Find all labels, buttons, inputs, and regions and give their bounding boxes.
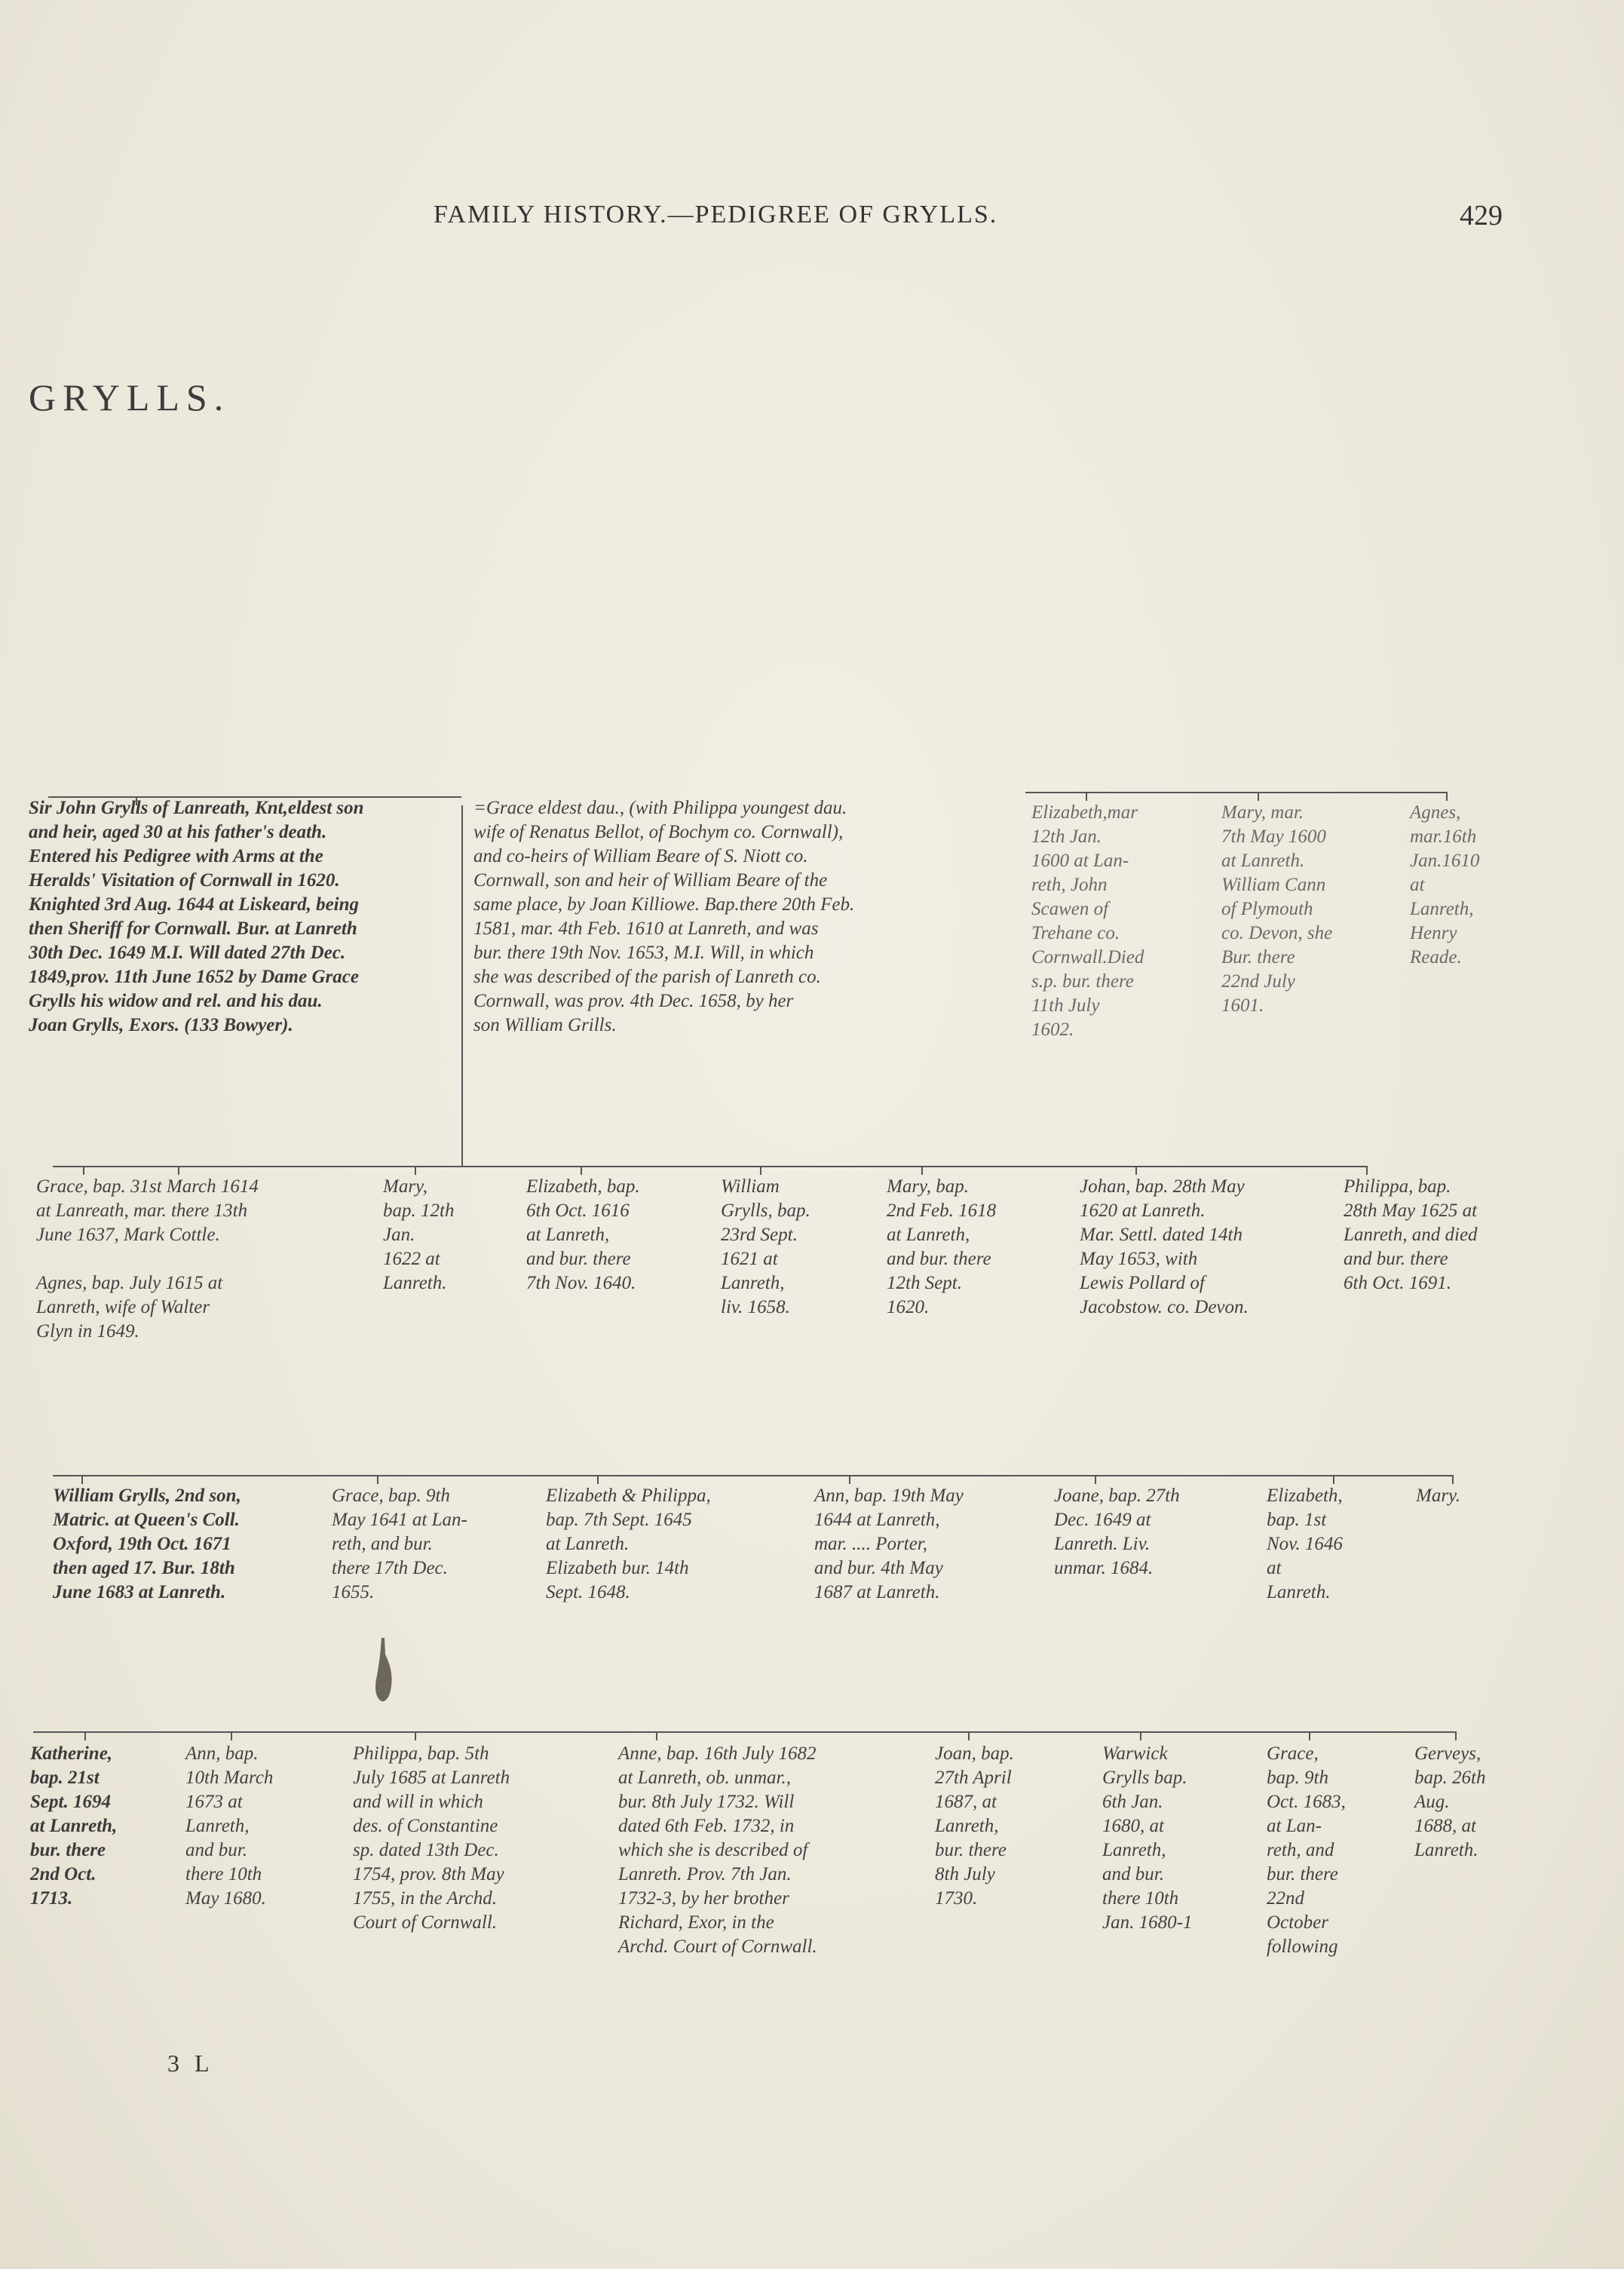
gen4-tick — [1140, 1731, 1141, 1740]
entry-grace-beare: =Grace eldest dau., (with Philippa youngest dau. wife of Renatus Bellot, of Bochym co. Cornwall), and co-heirs of William Beare of S. Niott co. Cornwall, son and heir of William Beare of the same place, by Joan Killiowe. Bap.there 20th Feb. 1581, mar. 4th Feb. 1610 at Lanreth, and was bur. there 19th Nov. 1653, M.I. Will, in which she was described of the parish of Lanreth co. Cornwall, was prov. 4th Dec. 1658, by her son William Grills. — [473, 798, 855, 1035]
gen3-tick — [1095, 1475, 1096, 1484]
gen4-line — [33, 1731, 1457, 1733]
entry-ann-1673: Ann, bap. 10th March 1673 at Lanreth, and bur. there 10th May 1680. — [185, 1743, 274, 1909]
entry-ann-porter: Ann, bap. 19th May 1644 at Lanreth, mar. .... Porter, and bur. 4th May 1687 at Lanreth. — [814, 1486, 964, 1602]
gen2-tick — [83, 1166, 84, 1175]
entry-philippa-1685: Philippa, bap. 5th July 1685 at Lanreth and will in which des. of Constantine sp. dated 13th Dec. 1754, prov. 8th May 1755, in the Archd. Court of Cornwall. — [353, 1743, 510, 1933]
entry-katherine-1694: Katherine, bap. 21st Sept. 1694 at Lanreth, bur. there 2nd Oct. 1713. — [30, 1743, 118, 1909]
gen1-tick — [1258, 792, 1259, 801]
gen2-tick — [1366, 1166, 1368, 1175]
gen2-tick — [178, 1166, 179, 1175]
gen2-tick — [760, 1166, 761, 1175]
gen3-tick — [1333, 1475, 1334, 1484]
gen2-tick — [581, 1166, 582, 1175]
gen3-tick — [1452, 1475, 1454, 1484]
entry-agnes-glyn: Agnes, bap. July 1615 at Lanreth, wife of Walter Glyn in 1649. — [36, 1273, 223, 1341]
gen4-tick — [968, 1731, 970, 1740]
ink-blot — [368, 1638, 398, 1704]
entry-elizabeth-philippa-1645: Elizabeth & Philippa, bap. 7th Sept. 1645 at Lanreth. Elizabeth bur. 14th Sept. 1648. — [546, 1486, 711, 1602]
entry-grace-1641: Grace, bap. 9th May 1641 at Lan- reth, and bur. there 17th Dec. 1655. — [332, 1486, 467, 1602]
gen3-tick — [597, 1475, 599, 1484]
gen4-tick — [415, 1731, 416, 1740]
family-title: GRYLLS. — [29, 376, 231, 419]
gen2-tick — [415, 1166, 416, 1175]
gen1-line-right — [1025, 792, 1448, 793]
gen4-tick — [656, 1731, 657, 1740]
entry-elizabeth-1616: Elizabeth, bap. 6th Oct. 1616 at Lanreth, and bur. there 7th Nov. 1640. — [526, 1176, 640, 1293]
page-number: 429 — [1460, 200, 1503, 231]
entry-anne-1682: Anne, bap. 16th July 1682 at Lanreth, ob. unmar., bur. 8th July 1732. Will dated 6th Feb. 1732, in which she is described of Lanreth. Prov. 7th Jan. 1732-3, by her brother Richard, Exor, in the Archd. Court of Cornwall. — [618, 1743, 817, 1957]
gen3-line — [53, 1475, 1454, 1476]
entry-elizabeth-scawen: Elizabeth,mar 12th Jan. 1600 at Lan- reth, John Scawen of Trehane co. Cornwall.Died s.p. bur. there 11th July 1602. — [1031, 802, 1144, 1040]
gen4-tick — [1455, 1731, 1457, 1740]
gen4-tick — [231, 1731, 232, 1740]
entry-philippa-1625: Philippa, bap. 28th May 1625 at Lanreth, and died and bur. there 6th Oct. 1691. — [1344, 1176, 1478, 1293]
entry-gerveys-1688: Gerveys, bap. 26th Aug. 1688, at Lanreth. — [1414, 1743, 1486, 1860]
entry-joan-1687: Joan, bap. 27th April 1687, at Lanreth, bur. there 8th July 1730. — [935, 1743, 1014, 1909]
descent-line — [461, 805, 463, 1166]
entry-joane-1649: Joane, bap. 27th Dec. 1649 at Lanreth. Liv. unmar. 1684. — [1054, 1486, 1180, 1578]
folio-signature: 3 L — [167, 2050, 214, 2077]
entry-william-grylls-2nd-son: William Grylls, 2nd son, Matric. at Queen's Coll. Oxford, 19th Oct. 1671 then aged 17. Bur. 18th June 1683 at Lanreth. — [53, 1486, 241, 1602]
entry-mary-cann: Mary, mar. 7th May 1600 at Lanreth. William Cann of Plymouth co. Devon, she Bur. there 22nd July 1601. — [1221, 802, 1333, 1016]
entry-mary-gen3: Mary. — [1416, 1486, 1461, 1506]
entry-agnes-reade: Agnes, mar.16th Jan.1610 at Lanreth, Henry Reade. — [1410, 802, 1480, 967]
entry-elizabeth-1646: Elizabeth, bap. 1st Nov. 1646 at Lanreth. — [1267, 1486, 1343, 1602]
gen4-tick — [84, 1731, 86, 1740]
gen1-tick — [1446, 792, 1448, 801]
gen3-tick — [377, 1475, 378, 1484]
entry-mary-1618: Mary, bap. 2nd Feb. 1618 at Lanreth, and bur. there 12th Sept. 1620. — [887, 1176, 997, 1317]
gen2-tick — [1135, 1166, 1137, 1175]
entry-grace-cottle: Grace, bap. 31st March 1614 at Lanreath, mar. there 13th June 1637, Mark Cottle. — [36, 1176, 259, 1245]
gen2-tick — [921, 1166, 923, 1175]
entry-mary-1622: Mary, bap. 12th Jan. 1622 at Lanreth. — [383, 1176, 455, 1293]
gen1-tick — [1086, 792, 1087, 801]
running-head: FAMILY HISTORY.—PEDIGREE OF GRYLLS. — [434, 201, 998, 228]
entry-sir-john-grylls: Sir John Grylls of Lanreath, Knt,eldest son and heir, aged 30 at his father's death. Entered his Pedigree with Arms at the Heralds' Visitation of Cornwall in 1620. Knighted 3rd Aug. 1644 at Liskeard, being then Sheriff for Cornwall. Bur. at Lanreth 30th Dec. 1649 M.I. Will dated 27th Dec. 1849,prov. 11th June 1652 by Dame Grace Grylls his widow and rel. and his dau. Joan Grylls, Exors. (133 Bowyer). — [29, 798, 364, 1035]
entry-william-grylls-1621: William Grylls, bap. 23rd Sept. 1621 at Lanreth, liv. 1658. — [721, 1176, 810, 1317]
entry-johan-pollard: Johan, bap. 28th May 1620 at Lanreth. Mar. Settl. dated 14th May 1653, with Lewis Pollard of Jacobstow. co. Devon. — [1080, 1176, 1249, 1317]
gen3-tick — [849, 1475, 850, 1484]
entry-warwick-grylls: Warwick Grylls bap. 6th Jan. 1680, at Lanreth, and bur. there 10th Jan. 1680-1 — [1102, 1743, 1193, 1933]
gen2-line — [53, 1166, 1368, 1167]
gen4-tick — [1309, 1731, 1310, 1740]
entry-grace-1683: Grace, bap. 9th Oct. 1683, at Lan- reth, and bur. there 22nd October following — [1267, 1743, 1346, 1957]
gen3-tick — [81, 1475, 83, 1484]
